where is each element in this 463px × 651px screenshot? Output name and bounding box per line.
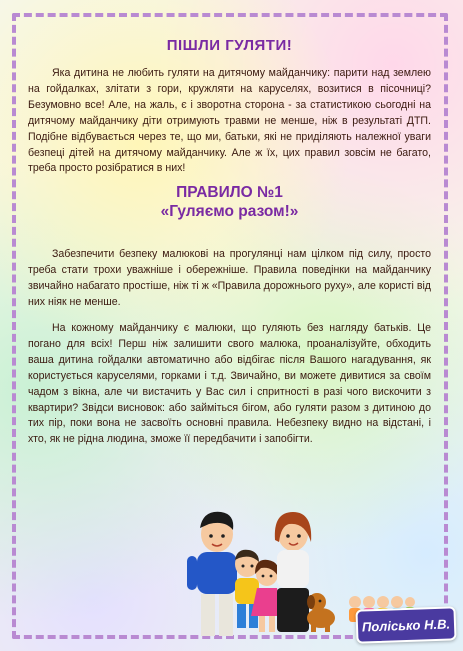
rule-heading	[28, 183, 431, 221]
author-name: Поліcько Н.В.	[361, 615, 451, 635]
safety-paragraph: Забезпечити безпеку малюкові на прогулянці нам цілком під силу, просто треба стати трохи уважніше і обережніше. Правила поведінки на майданчику звичайно набагато простіше, ніж ті ж «Правила дорожнього руху», але користі від них ніяк не менше.	[28, 248, 431, 309]
rule-number: ПРАВИЛО №1	[176, 184, 283, 202]
author-signature	[355, 606, 456, 643]
article	[28, 37, 431, 448]
mother-figure	[275, 512, 311, 632]
boy-figure	[235, 550, 259, 628]
rule-name: «Гуляємо разом!»	[160, 203, 299, 221]
father-figure	[187, 512, 237, 636]
supervision-paragraph: На кожному майданчику є малюки, що гуляють без нагляду батьків. Це погано для всіх! Перш ніж залишити свого малюка, проаналізуйте, обходить ваша дитина гойдалки автоматично або відбігає після Вашого нагадування, як користується каруселями, горками і т.д. Звичайно, ви можете дивитися за своїм чадом з вікна, але чи вистачить у Вас сил і спритності в разі чого вискочити з квартири? Звідси висновок: або займіться бігом, або гуляти разом з дитиною до тих пір, поки вона не засвоїть основні правила. Небезпеку видно на відстані, і хто, як не рідна людина, зможе її передбачити і запобігти.	[28, 321, 431, 446]
intro-paragraph: Яка дитина не любить гуляти на дитячому майданчику: парити над землею на гойдалках, злітати з гори, кружляти на каруселях, возитися в пісочниці? Безумовно все! Але, на жаль, є і зворотна сторона - за статистикою сьогодні на дитячому майданчику діти отримують травми не менше, ніж в результаті ДТП. Подібне відбувається через те, що ми, батьки, які не приділяють належної уваги безпеці дітей на дитячому майданчику. Але ж їх, цих правил зовсім не багато, треба просто розібратися в них!	[28, 67, 431, 175]
dog-figure	[307, 593, 335, 632]
page-title: ПІШЛИ ГУЛЯТИ!	[166, 37, 293, 54]
